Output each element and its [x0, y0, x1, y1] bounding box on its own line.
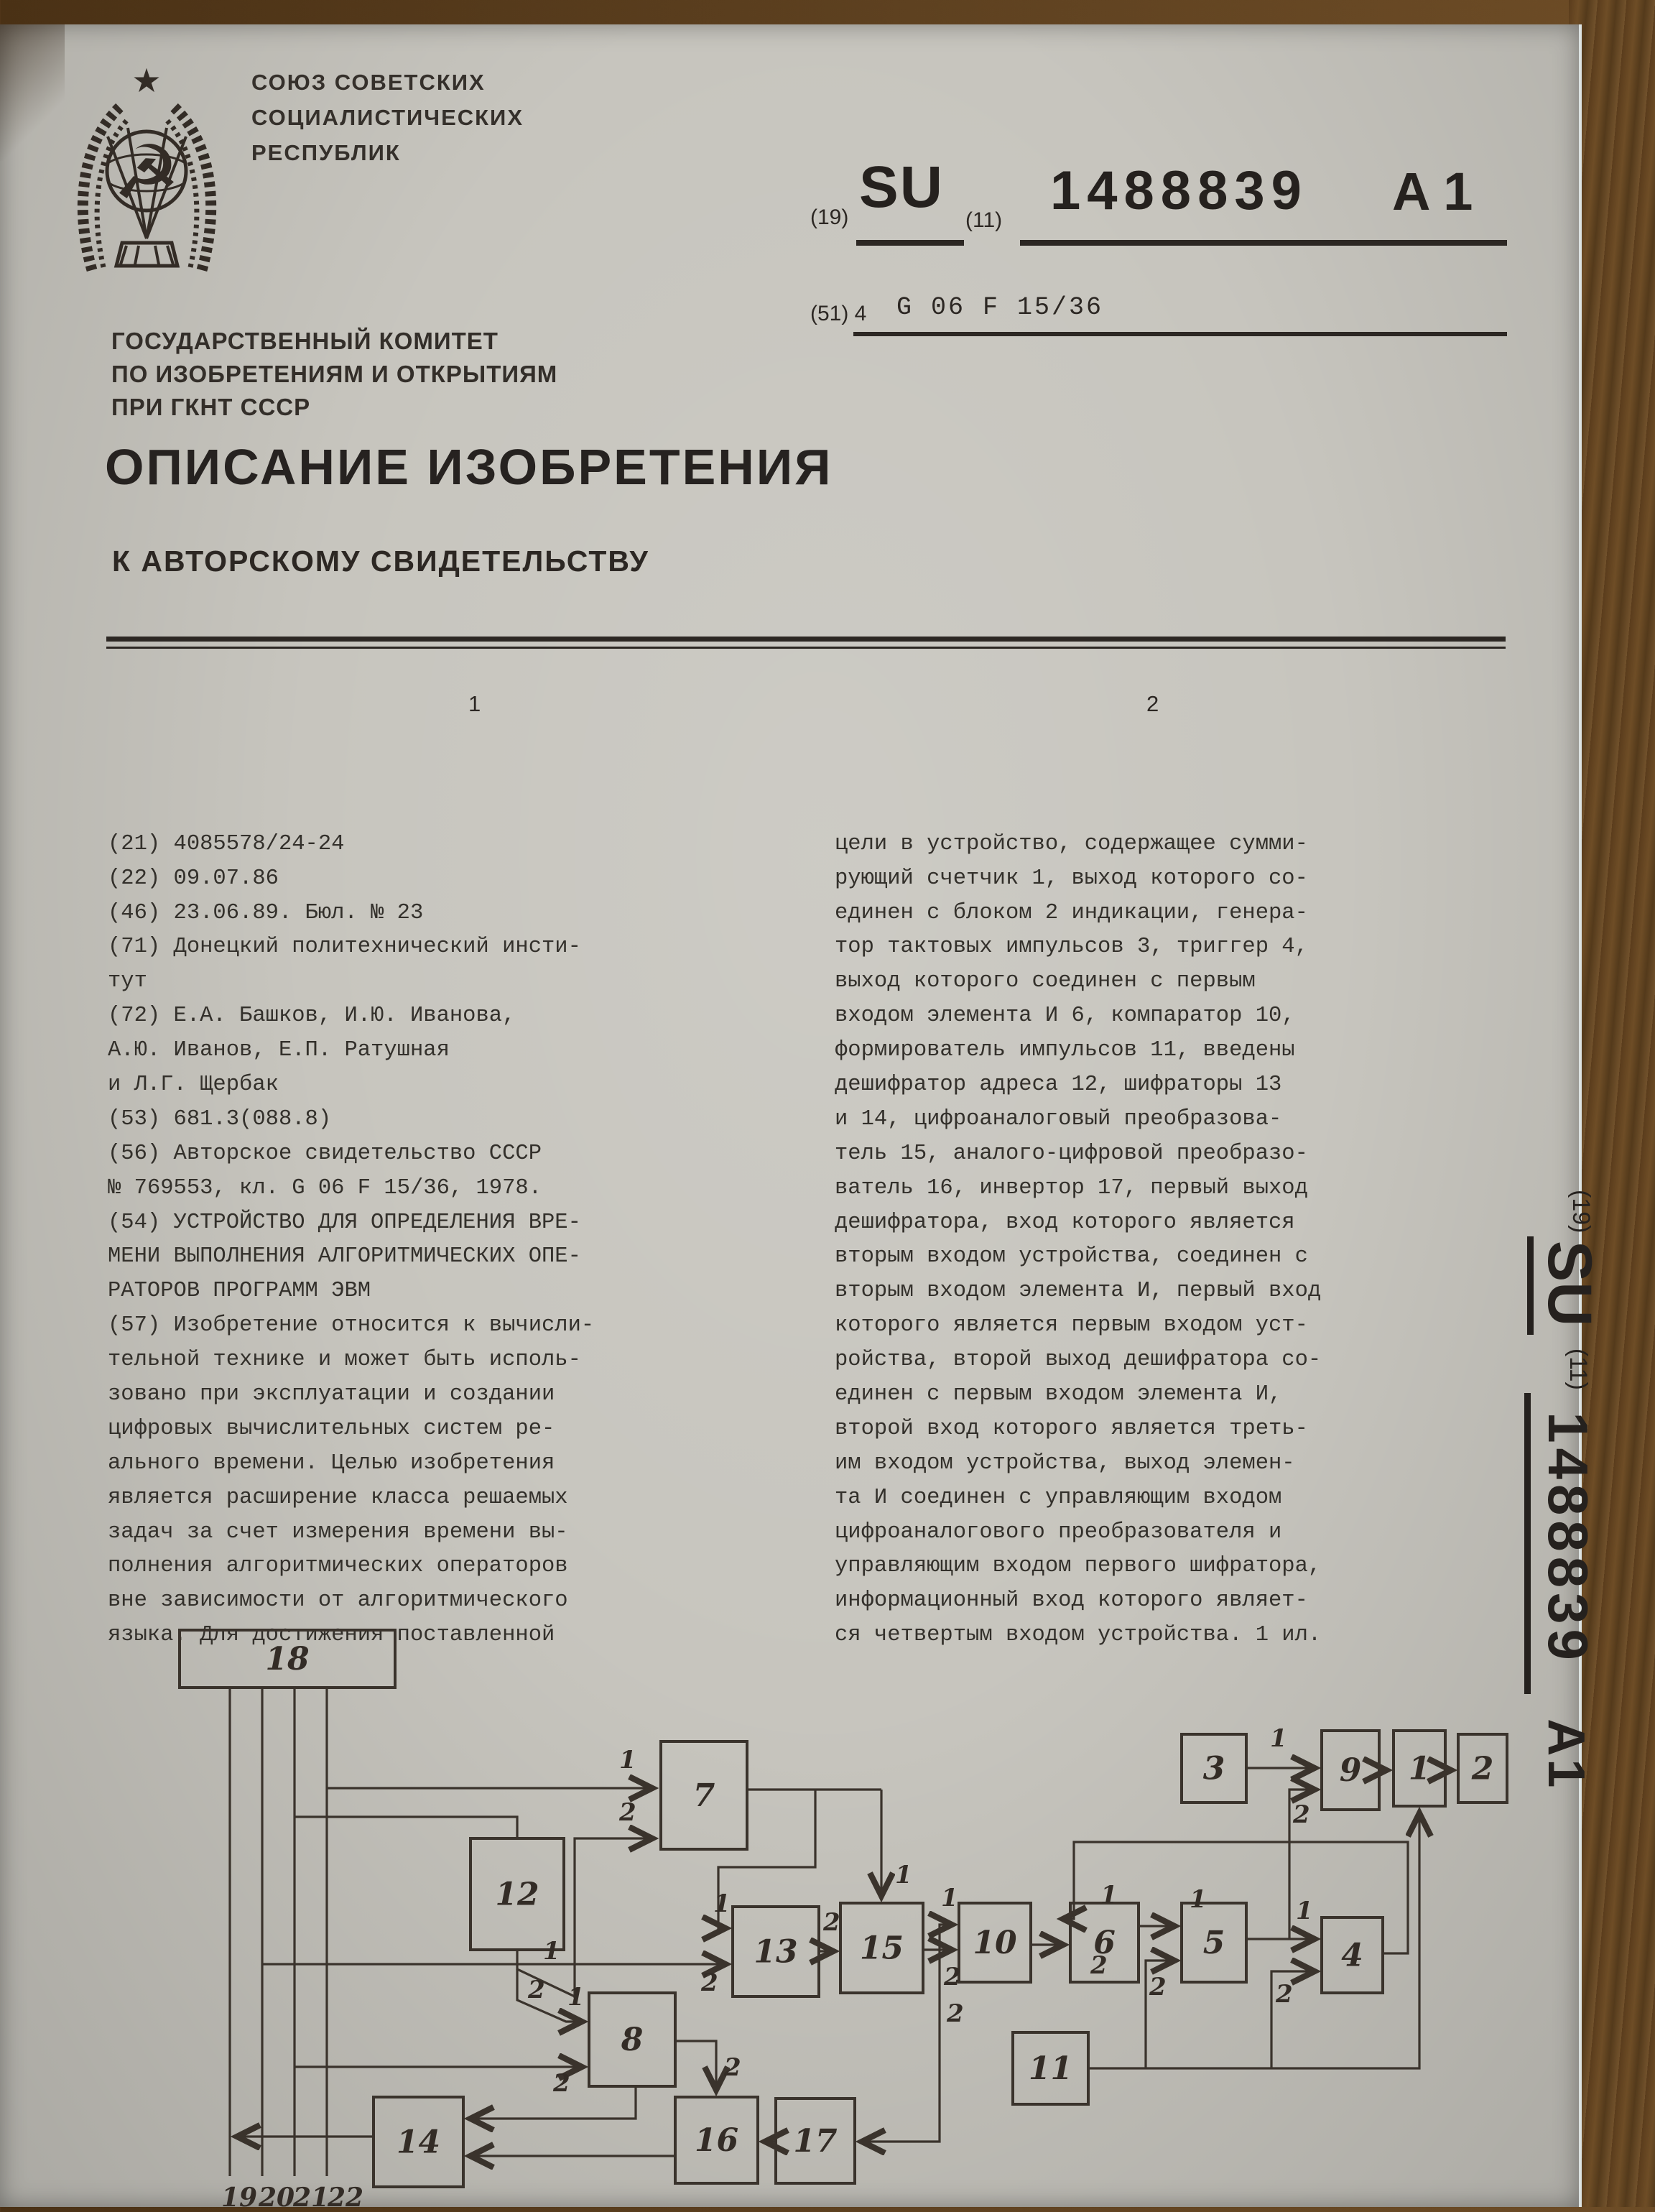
abstract-right-column	[835, 724, 1535, 1653]
inid-code-19: (19)	[810, 205, 849, 229]
kind-code: A 1	[1392, 162, 1473, 221]
text-line: (46) 23.06.89. Бюл. № 23	[108, 900, 424, 925]
text-line: вне зависимости от алгоритмического	[108, 1588, 568, 1614]
diagram-block-label: 12	[495, 1876, 539, 1913]
text-line: дешифратор адреса 12, шифраторы 13	[835, 1072, 1282, 1097]
committee-line: ПО ИЗОБРЕТЕНИЯМ И ОТКРЫТИЯМ	[111, 361, 558, 387]
text-line: (22) 09.07.86	[108, 866, 279, 891]
diagram-block-label: 9	[1339, 1752, 1362, 1789]
committee-name	[111, 325, 557, 424]
text-line: тут	[108, 969, 147, 994]
side-code-11: (11)	[1564, 1348, 1592, 1390]
text-line: МЕНИ ВЫПОЛНЕНИЯ АЛГОРИТМИЧЕСКИХ ОПЕ-	[108, 1244, 581, 1269]
text-line: единен с первым входом элемента И,	[835, 1382, 1282, 1407]
text-line: тельной технике и может быть исполь-	[108, 1348, 581, 1373]
side-publication-number: 1488839	[1524, 1393, 1600, 1694]
port-number-label: 1	[1100, 1881, 1118, 1910]
text-line: является расширение класса решаемых	[108, 1485, 568, 1510]
star-icon: ★	[131, 62, 162, 99]
port-number-label: 2	[1149, 1973, 1167, 2002]
text-line: зовано при эксплуатации и создании	[108, 1382, 555, 1407]
inid-code-51: (51) 4	[810, 302, 867, 325]
diagram-block-label: 11	[1028, 2050, 1073, 2087]
port-number-label: 1	[1270, 1724, 1287, 1753]
country-name-line: СОЦИАЛИСТИЧЕСКИХ	[251, 105, 524, 130]
text-line: цели в устройство, содержащее сумми-	[835, 831, 1308, 856]
hammer-sickle-icon: ☭	[113, 131, 180, 215]
document-title: ОПИСАНИЕ ИЗОБРЕТЕНИЯ	[105, 439, 833, 495]
port-number-label: 1	[1296, 1897, 1313, 1925]
port-number-label: 1	[713, 1889, 731, 1918]
text-line: та И соединен с управляющим входом	[835, 1485, 1282, 1510]
diagram-block-label: 7	[692, 1777, 715, 1814]
ussr-emblem-icon	[66, 57, 228, 284]
text-line: (71) Донецкий политехнический инсти-	[108, 935, 581, 960]
diagram-block-label: 6	[1093, 1925, 1116, 1961]
publication-number: 1488839	[1050, 160, 1308, 221]
text-line: информационный вход которого являет-	[835, 1588, 1308, 1614]
port-number-label: 1	[619, 1746, 636, 1774]
text-line: управляющим входом первого шифратора,	[835, 1554, 1322, 1579]
text-line: им входом устройства, выход элемен-	[835, 1450, 1295, 1476]
ipc-class: G 06 F 15/36	[896, 293, 1104, 322]
text-line: (56) Авторское свидетельство СССР	[108, 1141, 542, 1166]
document-page	[0, 24, 1604, 2212]
text-line: ального времени. Целью изобретения	[108, 1450, 555, 1476]
diagram-block-label: 8	[621, 2022, 644, 2058]
column-number-right: 2	[1146, 691, 1159, 716]
bus-line-label: 20	[259, 2183, 295, 2212]
diagram-block-label: 13	[754, 1933, 798, 1971]
photo-corner-shadow	[0, 24, 65, 161]
double-rule-top	[106, 637, 1506, 642]
text-line: формирователь импульсов 11, введены	[835, 1038, 1295, 1063]
port-number-label: 2	[1090, 1951, 1108, 1980]
text-line: (53) 681.3(088.8)	[108, 1106, 332, 1132]
diagram-block-label: 2	[1471, 1750, 1494, 1787]
text-line: которого является первым входом уст-	[835, 1313, 1308, 1338]
text-line: языка. Для достижения поставленной	[108, 1623, 555, 1648]
text-line: (72) Е.А. Башков, И.Ю. Иванова,	[108, 1004, 516, 1029]
port-number-label: 2	[947, 1999, 964, 2028]
bus-line-label: 21	[293, 2183, 330, 2212]
text-line: А.Ю. Иванов, Е.П. Ратушная	[108, 1038, 450, 1063]
text-line: дешифратора, вход которого является	[835, 1210, 1295, 1235]
text-line: второй вход которого является треть-	[835, 1416, 1308, 1441]
text-line: и 14, цифроаналоговый преобразова-	[835, 1106, 1282, 1132]
committee-line: ПРИ ГКНТ СССР	[111, 394, 311, 420]
text-line: рующий счетчик 1, выход которого со-	[835, 866, 1308, 891]
port-number-label: 2	[528, 1976, 545, 2004]
diagram-block-label: 4	[1341, 1937, 1363, 1974]
text-line: задач за счет измерения времени вы-	[108, 1519, 568, 1545]
country-name-line: РЕСПУБЛИК	[251, 140, 401, 165]
document-subtitle: К АВТОРСКОМУ СВИДЕТЕЛЬСТВУ	[112, 545, 649, 578]
header-underline	[856, 240, 964, 246]
header-underline	[1020, 240, 1507, 246]
diagram-block-label: 14	[396, 2124, 441, 2161]
diagram-block-label: 18	[265, 1641, 310, 1677]
side-kind-code: A1	[1537, 1718, 1595, 1791]
port-number-label: 2	[1293, 1800, 1310, 1829]
country-code: SU	[859, 154, 944, 220]
diagram-block-label: 5	[1202, 1925, 1225, 1961]
text-line: выход которого соединен с первым	[835, 969, 1256, 994]
port-number-label: 2	[724, 2053, 741, 2082]
text-line: единен с блоком 2 индикации, генера-	[835, 900, 1308, 925]
diagram-block-label: 15	[859, 1930, 904, 1967]
text-line: (57) Изобретение относится к вычисли-	[108, 1313, 595, 1338]
text-line: (54) УСТРОЙСТВО ДЛЯ ОПРЕДЕЛЕНИЯ ВРЕ-	[108, 1210, 581, 1235]
text-line: цифроаналогового преобразователя и	[835, 1519, 1282, 1545]
inid-code-11: (11)	[965, 208, 1003, 232]
country-name-line: СОЮЗ СОВЕТСКИХ	[251, 70, 486, 95]
text-line: тель 15, аналого-цифровой преобразо-	[835, 1141, 1308, 1166]
double-rule-bottom	[106, 647, 1506, 649]
text-line: цифровых вычислительных систем ре-	[108, 1416, 555, 1441]
ipc-underline	[853, 332, 1507, 336]
side-code-19: (19)	[1567, 1190, 1595, 1234]
port-number-label: 2	[1276, 1980, 1293, 2009]
block-diagram-figure	[108, 1601, 1508, 2212]
text-line: тор тактовых импульсов 3, триггер 4,	[835, 935, 1308, 960]
diagram-block-label: 1	[1408, 1750, 1431, 1787]
text-line: ватель 16, инвертор 17, первый выход	[835, 1175, 1308, 1200]
diagram-block-label: 10	[973, 1925, 1017, 1961]
text-line: полнения алгоритмических операторов	[108, 1554, 568, 1579]
country-name	[251, 65, 524, 170]
text-line: вторым входом элемента И, первый вход	[835, 1279, 1322, 1304]
side-country-code: SU	[1527, 1236, 1604, 1335]
diagram-block-label: 3	[1202, 1750, 1225, 1787]
port-number-label: 1	[895, 1861, 912, 1889]
diagram-block-label: 17	[793, 2123, 838, 2160]
port-number-label: 2	[701, 1968, 718, 1997]
text-line: входом элемента И 6, компаратор 10,	[835, 1004, 1295, 1029]
text-line: ройства, второй выход дешифратора со-	[835, 1348, 1322, 1373]
bibliography-abstract-left-column	[108, 724, 808, 1653]
column-number-left: 1	[468, 691, 481, 716]
port-number-label: 1	[543, 1937, 560, 1966]
text-line: ся четвертым входом устройства. 1 ил.	[835, 1623, 1322, 1648]
text-line: и Л.Г. Щербак	[108, 1072, 279, 1097]
port-number-label: 2	[553, 2069, 570, 2098]
text-line: (21) 4085578/24-24	[108, 831, 345, 856]
text-line: № 769553, кл. G 06 F 15/36, 1978.	[108, 1175, 542, 1200]
port-number-label: 2	[944, 1963, 961, 1991]
text-line: вторым входом устройства, соединен с	[835, 1244, 1308, 1269]
port-number-label: 1	[567, 1983, 585, 2012]
committee-line: ГОСУДАРСТВЕННЫЙ КОМИТЕТ	[111, 328, 499, 354]
bus-line-label: 19	[221, 2183, 258, 2212]
port-number-label: 1	[1190, 1885, 1207, 1914]
port-number-label: 1	[941, 1884, 958, 1912]
port-number-label: 2	[823, 1908, 840, 1937]
bus-line-label: 22	[328, 2183, 364, 2212]
port-number-label: 2	[619, 1798, 636, 1827]
diagram-block-label: 16	[694, 2122, 739, 2159]
text-line: РАТОРОВ ПРОГРАММ ЭВМ	[108, 1279, 371, 1304]
